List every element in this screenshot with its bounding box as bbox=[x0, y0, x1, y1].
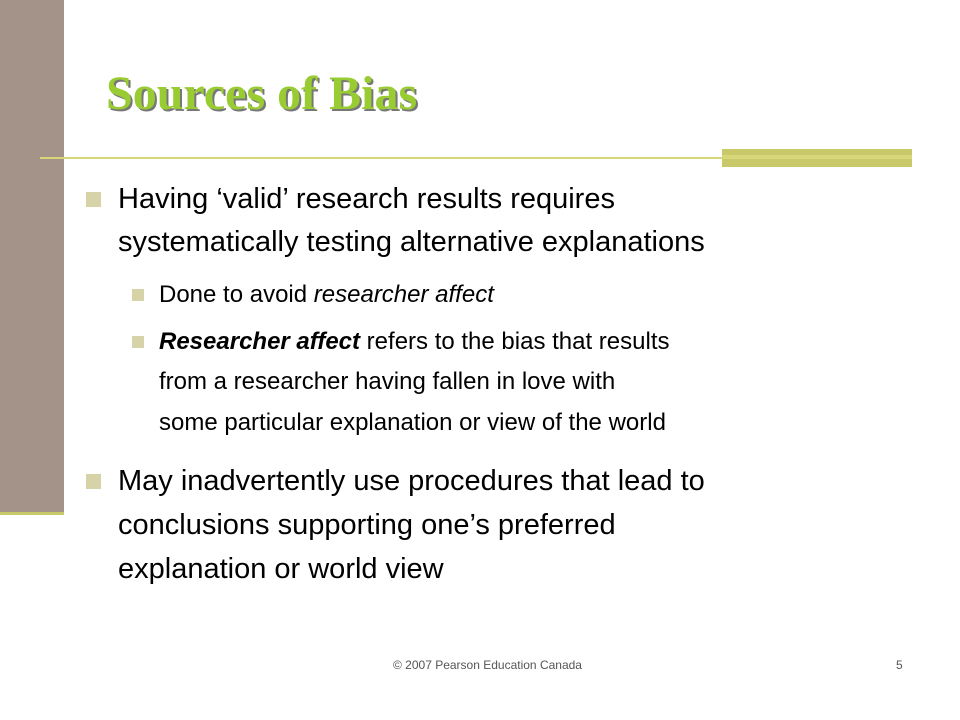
bullet-2-line-3: explanation or world view bbox=[118, 553, 444, 585]
bullet-2-line-1: May inadvertently use procedures that lead to bbox=[118, 465, 705, 497]
sub-bullet-square-icon bbox=[132, 289, 144, 301]
sub-bullet-1-line-1 bbox=[159, 278, 494, 312]
side-decoration-bar bbox=[0, 0, 64, 512]
sub-bullet-2-term: Researcher affect bbox=[159, 328, 361, 355]
footer-copyright: © 2007 Pearson Education Canada bbox=[393, 658, 582, 672]
slide-title: Sources of Bias bbox=[106, 67, 418, 120]
sub-bullet-square-icon bbox=[132, 336, 144, 348]
sub-bullet-1-italic-term: researcher affect bbox=[313, 281, 494, 308]
sub-bullet-2-line-3: some particular explanation or view of the world bbox=[159, 409, 666, 436]
bullet-1-line-1: Having ‘valid’ research results requires bbox=[118, 183, 615, 215]
side-decoration-edge bbox=[0, 512, 64, 515]
sub-bullet-2-rest: refers to the bias that results bbox=[360, 328, 670, 355]
bullet-1-line-2: systematically testing alternative explanations bbox=[118, 226, 705, 258]
bullet-square-icon bbox=[86, 474, 101, 489]
sub-bullet-2-line-2: from a researcher having fallen in love with bbox=[159, 368, 616, 395]
title-divider-line bbox=[40, 157, 724, 159]
title-divider-accent bbox=[722, 149, 912, 167]
sub-bullet-2-line-1 bbox=[159, 325, 670, 359]
page-number: 5 bbox=[896, 658, 903, 672]
sub-bullet-1-plain-text: Done to avoid bbox=[159, 281, 314, 308]
bullet-2-line-2: conclusions supporting one’s preferred bbox=[118, 509, 616, 541]
bullet-square-icon bbox=[86, 192, 101, 207]
